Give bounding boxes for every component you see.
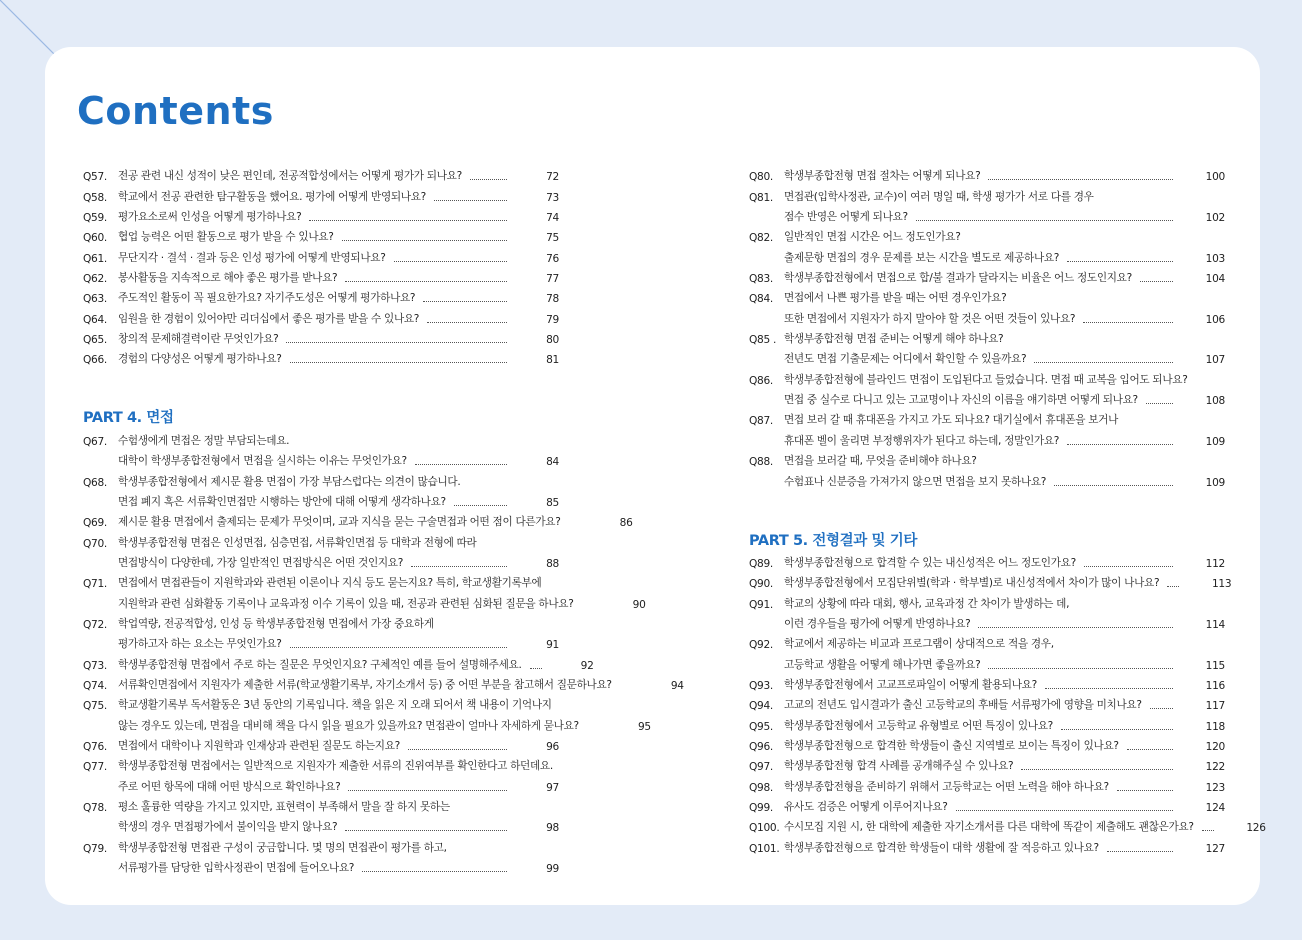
dot-leader <box>978 627 1173 628</box>
toc-entry-continuation[interactable] <box>83 855 559 875</box>
page-number: 81 <box>546 354 559 367</box>
dot-leader <box>530 668 542 669</box>
toc-entry-continuation[interactable] <box>749 387 1225 407</box>
question-number: Q87. <box>749 415 773 428</box>
dot-leader <box>411 566 507 567</box>
toc-entry-continuation[interactable] <box>749 305 1225 325</box>
dot-leader <box>1045 688 1173 689</box>
dot-leader <box>988 668 1173 669</box>
toc-column-right <box>749 163 1266 855</box>
question-text: 학교에서 제공하는 비교과 프로그램이 상대적으로 적을 경우, <box>784 638 1054 651</box>
dot-leader <box>290 647 507 648</box>
toc-entry-continuation[interactable] <box>749 427 1225 447</box>
page-number: 117 <box>1205 700 1225 713</box>
dot-leader <box>1034 362 1173 363</box>
page-number: 115 <box>1205 659 1225 672</box>
toc-entry[interactable] <box>749 550 1225 570</box>
page-number: 77 <box>546 273 559 286</box>
toc-entry-continuation[interactable] <box>749 346 1225 366</box>
toc-entry[interactable] <box>749 326 1225 346</box>
question-text: 일반적인 면접 시간은 어느 정도인가요? <box>784 231 961 244</box>
question-number: Q73. <box>83 659 107 672</box>
question-number: Q76. <box>83 740 107 753</box>
page-number: 73 <box>546 191 559 204</box>
toc-entry-continuation[interactable] <box>749 244 1225 264</box>
question-number: Q79. <box>83 842 107 855</box>
question-text: 경험의 다양성은 어떻게 평가하나요? <box>118 353 282 366</box>
dot-leader <box>408 749 507 750</box>
dot-leader <box>1083 322 1173 323</box>
question-text: 학업역량, 전공적합성, 인성 등 학생부종합전형 면접에서 가장 중요하게 <box>118 617 434 630</box>
toc-entry[interactable] <box>749 285 1225 305</box>
toc-entry-continuation[interactable] <box>749 611 1225 631</box>
page-number: 78 <box>546 293 559 306</box>
page-number: 108 <box>1205 395 1225 408</box>
question-number: Q78. <box>83 802 107 814</box>
question-text: 면접에서 나쁜 평가를 받을 때는 어떤 경우인가요? <box>784 292 1007 305</box>
toc-entry[interactable] <box>83 285 559 305</box>
toc-entry[interactable] <box>83 346 559 366</box>
question-text: 대학이 학생부종합전형에서 면접을 실시하는 이유는 무엇인가요? <box>118 455 407 468</box>
question-number: Q64. <box>83 313 107 326</box>
question-text: 학교의 상황에 따라 대회, 행사, 교육과정 간 차이가 발생하는 데, <box>784 597 1070 610</box>
page-number: 88 <box>546 557 559 570</box>
question-number: Q69. <box>83 517 107 530</box>
page-number: 74 <box>546 212 559 225</box>
dot-leader <box>348 790 507 791</box>
question-text: 학생부종합전형 합격 사례를 공개해주실 수 있나요? <box>784 760 1014 773</box>
question-text: 면접 보러 갈 때 휴대폰을 가지고 가도 되나요? 대기실에서 휴대폰을 보거나 <box>784 414 1119 427</box>
toc-entry-continuation[interactable] <box>83 448 559 468</box>
corner-decoration-line <box>0 0 60 60</box>
dot-leader <box>309 220 507 221</box>
question-text: 학생의 경우 면접평가에서 불이익을 받지 않나요? <box>118 821 338 834</box>
question-text: 면접에서 대학이나 지원학과 인재상과 관련된 질문도 하는지요? <box>118 739 400 752</box>
page-number: 96 <box>546 740 559 753</box>
question-text: 면접관(입학사정관, 교수)이 여러 명일 때, 학생 평가가 서로 다를 경우 <box>784 190 1094 203</box>
page-number: 102 <box>1205 212 1225 225</box>
page-number: 103 <box>1205 252 1225 265</box>
page-number: 92 <box>580 659 594 672</box>
toc-entry[interactable] <box>749 834 1225 854</box>
question-text: 임원을 한 경험이 있어야만 리더십에서 좋은 평가를 받을 수 있나요? <box>118 312 420 325</box>
page-number: 90 <box>632 598 646 611</box>
question-number: Q60. <box>83 232 107 245</box>
question-text: 학생부종합전형에서 모집단위별(학과 · 학부별)로 내신성적에서 차이가 많이 나나요? <box>784 577 1160 590</box>
question-text: 전공 관련 내신 성적이 낮은 편인데, 전공적합성에서는 어떻게 평가가 되나요? <box>118 170 462 183</box>
dot-leader <box>1117 790 1173 791</box>
question-text: 출제문항 면접의 경우 문제를 보는 시간을 별도로 제공하나요? <box>784 251 1060 264</box>
toc-entry[interactable] <box>749 733 1225 753</box>
question-text: 면접 중 실수로 다니고 있는 고교명이나 자신의 이름을 얘기하면 어떻게 되나요? <box>784 394 1138 407</box>
dot-leader <box>290 362 507 363</box>
page-number: 114 <box>1205 618 1225 631</box>
question-number: Q92. <box>749 639 773 652</box>
question-text: 수험표나 신분증을 가져가지 않으면 면접을 보지 못하나요? <box>784 475 1047 488</box>
question-text: 학교에서 전공 관련한 탐구활동을 했어요. 평가에 어떻게 반영되나요? <box>118 190 427 203</box>
toc-entry[interactable] <box>83 794 559 814</box>
question-number: Q101. <box>749 842 780 855</box>
page-number: 122 <box>1205 761 1225 774</box>
question-number: Q80. <box>749 171 773 184</box>
question-text: 무단지각 · 결석 · 결과 등은 인성 평가에 어떻게 반영되나요? <box>118 251 386 264</box>
toc-entry-continuation[interactable] <box>83 773 559 793</box>
page-number: 85 <box>546 496 559 509</box>
question-text: 점수 반영은 어떻게 되나요? <box>784 211 908 224</box>
dot-leader <box>342 240 507 241</box>
question-text: 면접 폐지 혹은 서류확인면접만 시행하는 방안에 대해 어떻게 생각하나요? <box>118 495 446 508</box>
question-number: Q93. <box>749 679 773 692</box>
page-number: 126 <box>1246 822 1266 835</box>
toc-entry[interactable] <box>83 570 559 590</box>
toc-entry[interactable] <box>83 163 559 183</box>
page-number: 86 <box>619 517 633 530</box>
dot-leader <box>1150 708 1173 709</box>
question-text: 주로 어떤 항목에 대해 어떤 방식으로 확인하나요? <box>118 780 341 793</box>
page-number: 112 <box>1205 557 1225 570</box>
question-text: 학생부종합전형 면접 절차는 어떻게 되나요? <box>784 170 981 183</box>
toc-entry[interactable] <box>749 794 1225 814</box>
question-text: 평소 훌륭한 역량을 가지고 있지만, 표현력이 부족해서 말을 잘 하지 못하는 <box>118 801 450 813</box>
question-text: 학생부종합전형에 블라인드 면접이 도입된다고 들었습니다. 면접 때 교복을 입어도 되나요? <box>784 373 1188 386</box>
toc-entry[interactable] <box>749 570 1232 591</box>
question-number: Q88. <box>749 456 773 469</box>
toc-entry[interactable] <box>83 651 594 672</box>
question-text: 학생부종합전형에서 면접으로 합/불 결과가 달라지는 비율은 어느 정도인지요? <box>784 272 1132 285</box>
question-text: 또한 면접에서 지원자가 하지 말아야 할 것은 어떤 것들이 있나요? <box>784 312 1076 325</box>
page-number: 123 <box>1205 781 1225 794</box>
question-number: Q68. <box>83 476 107 489</box>
question-number: Q65. <box>83 334 107 347</box>
toc-entry-continuation[interactable] <box>83 712 651 733</box>
question-text: 봉사활동을 지속적으로 해야 좋은 평가를 받나요? <box>118 272 338 285</box>
dot-leader <box>345 281 507 282</box>
question-text: 주도적인 활동이 꼭 필요한가요? 자기주도성은 어떻게 평가하나요? <box>118 292 416 305</box>
section-gap <box>83 366 559 386</box>
dot-leader <box>1054 485 1173 486</box>
question-number: Q95. <box>749 720 773 733</box>
question-number: Q71. <box>83 578 107 591</box>
toc-entry[interactable] <box>749 814 1266 835</box>
dot-leader <box>1067 444 1173 445</box>
toc-entry[interactable] <box>749 773 1225 793</box>
question-text: 면접에서 면접관들이 지원학과와 관련된 이론이나 지식 등도 묻는지요? 특히, 학교생활기록부에 <box>118 577 542 590</box>
toc-entry[interactable] <box>749 590 1225 610</box>
toc-entry[interactable] <box>83 183 559 203</box>
question-number: Q62. <box>83 273 107 286</box>
toc-entry[interactable] <box>83 204 559 224</box>
question-text: 고등학교 생활을 어떻게 해나가면 좋을까요? <box>784 658 981 671</box>
question-number: Q83. <box>749 273 773 286</box>
toc-entry[interactable] <box>83 224 559 244</box>
toc-entry[interactable] <box>83 305 559 325</box>
toc-entry[interactable] <box>749 224 1225 244</box>
toc-entry[interactable] <box>83 509 633 530</box>
question-text: 학생부종합전형 면접은 인성면접, 심층면접, 서류확인면접 등 대학과 전형에 따라 <box>118 536 477 549</box>
question-number: Q70. <box>83 537 107 550</box>
question-number: Q72. <box>83 618 107 631</box>
toc-entry-continuation[interactable] <box>749 651 1225 671</box>
question-text: 서류평가를 담당한 입학사정관이 면접에 들어오나요? <box>118 862 355 875</box>
toc-entry[interactable] <box>83 834 559 854</box>
question-text: 유사도 검증은 어떻게 이루어지나요? <box>784 801 948 813</box>
toc-entry[interactable] <box>83 326 559 346</box>
dot-leader <box>988 179 1173 180</box>
question-text: 제시문 활용 면접에서 출제되는 문제가 무엇이며, 교과 지식을 묻는 구술면접과 어떤 점이 다른가요? <box>118 516 561 529</box>
dot-leader <box>1140 281 1173 282</box>
question-number: Q91. <box>749 598 773 611</box>
toc-entry-continuation[interactable] <box>749 468 1225 488</box>
toc-entry[interactable] <box>83 265 559 285</box>
question-number: Q90. <box>749 578 773 591</box>
page-number: 106 <box>1205 313 1225 326</box>
section-gap <box>749 489 1225 509</box>
page-number: 113 <box>1211 578 1232 591</box>
question-text: 수시모집 지원 시, 한 대학에 제출한 자기소개서를 다른 대학에 똑같이 제출해도 괜찮은가요? <box>784 821 1194 834</box>
page-number: 91 <box>546 639 559 652</box>
dot-leader <box>345 830 507 831</box>
dot-leader <box>1146 403 1173 404</box>
toc-entry[interactable] <box>83 753 559 773</box>
question-number: Q85 . <box>749 334 777 347</box>
question-number: Q63. <box>83 293 107 306</box>
question-text: 학생부종합전형으로 합격한 학생들이 대학 생활에 잘 적응하고 있나요? <box>784 841 1099 854</box>
dot-leader <box>1202 830 1214 831</box>
question-number: Q84. <box>749 293 773 306</box>
question-number: Q86. <box>749 374 773 387</box>
dot-leader <box>362 871 507 872</box>
page-number: 116 <box>1205 679 1225 692</box>
toc-entry-continuation[interactable] <box>83 631 559 651</box>
part-heading: PART 5. 전형결과 및 기타 <box>749 532 917 549</box>
question-number: Q89. <box>749 557 773 570</box>
question-number: Q58. <box>83 191 107 204</box>
question-text: 서류확인면접에서 지원자가 제출한 서류(학교생활기록부, 자기소개서 등) 중 어떤 부분을 참고해서 질문하나요? <box>118 678 612 691</box>
dot-leader <box>1084 566 1173 567</box>
page-number: 76 <box>546 252 559 265</box>
toc-entry[interactable] <box>749 163 1225 183</box>
question-text: 이런 경우들을 평가에 어떻게 반영하나요? <box>784 617 971 630</box>
page-number: 118 <box>1205 720 1225 733</box>
question-text: 학생부종합전형에서 고등학교 유형별로 어떤 특징이 있나요? <box>784 719 1053 732</box>
question-text: 학생부종합전형 면접 준비는 어떻게 해야 하나요? <box>784 333 1004 346</box>
question-text: 학생부종합전형 면접에서는 일반적으로 지원자가 제출한 서류의 진위여부를 확인한다고 하던데요. <box>118 760 553 773</box>
dot-leader <box>1021 769 1173 770</box>
toc-entry[interactable] <box>749 712 1225 732</box>
question-number: Q75. <box>83 700 107 713</box>
question-number: Q77. <box>83 761 107 774</box>
question-number: Q57. <box>83 171 107 184</box>
page-title: Contents <box>77 89 274 133</box>
toc-entry-continuation[interactable] <box>83 489 559 509</box>
toc-entry[interactable] <box>749 631 1225 651</box>
page-number: 124 <box>1205 802 1225 814</box>
page-number: 100 <box>1205 171 1225 184</box>
question-text: 학교생활기록부 독서활동은 3년 동안의 기록입니다. 책을 읽은 지 오래 되어서 책 내용이 기억나지 <box>118 699 552 712</box>
dot-leader <box>1107 851 1173 852</box>
question-number: Q100. <box>749 822 780 835</box>
question-text: 협업 능력은 어떤 활동으로 평가 받을 수 있나요? <box>118 231 334 244</box>
toc-entry-continuation[interactable] <box>749 204 1225 224</box>
question-number: Q98. <box>749 781 773 794</box>
question-number: Q96. <box>749 740 773 753</box>
question-text: 지원학과 관련 심화활동 기록이나 교육과정 이수 기록이 있을 때, 전공과 관련된 심화된 질문을 하나요? <box>118 597 574 610</box>
toc-entry[interactable] <box>749 366 1225 386</box>
question-text: 휴대폰 벨이 울리면 부정행위자가 된다고 하는데, 정말인가요? <box>784 434 1060 447</box>
toc-entry[interactable] <box>83 611 559 631</box>
question-text: 학생부종합전형에서 제시문 활용 면접이 가장 부담스럽다는 의견이 많습니다. <box>118 475 461 488</box>
toc-entry[interactable] <box>83 733 559 753</box>
question-number: Q61. <box>83 252 107 265</box>
page-number: 98 <box>546 822 559 835</box>
dot-leader <box>454 505 507 506</box>
page-number: 127 <box>1205 842 1225 855</box>
question-text: 학생부종합전형을 준비하기 위해서 고등학교는 어떤 노력을 해야 하나요? <box>784 780 1109 793</box>
question-number: Q82. <box>749 232 773 245</box>
question-text: 학생부종합전형 면접에서 주로 하는 질문은 무엇인지요? 구체적인 예를 들어 설명해주세요. <box>118 658 522 671</box>
toc-column-left <box>83 163 684 876</box>
dot-leader <box>470 179 507 180</box>
page-number: 109 <box>1205 435 1225 448</box>
question-number: Q67. <box>83 435 107 448</box>
page-number: 75 <box>546 232 559 245</box>
dot-leader <box>394 261 507 262</box>
page-number: 104 <box>1205 273 1225 286</box>
dot-leader <box>423 301 507 302</box>
toc-entry[interactable] <box>749 183 1225 203</box>
toc-entry[interactable] <box>83 427 559 447</box>
page-number: 107 <box>1205 354 1225 367</box>
question-number: Q97. <box>749 761 773 774</box>
toc-entry[interactable] <box>749 692 1225 712</box>
dot-leader <box>916 220 1173 221</box>
question-number: Q81. <box>749 191 773 204</box>
toc-entry[interactable] <box>749 407 1225 427</box>
dot-leader <box>956 810 1173 811</box>
page-number: 94 <box>670 679 684 692</box>
question-text: 면접을 보러갈 때, 무엇을 준비해야 하나요? <box>784 455 977 468</box>
dot-leader <box>286 342 507 343</box>
page-number: 97 <box>546 781 559 794</box>
question-text: 전년도 면접 기출문제는 어디에서 확인할 수 있을까요? <box>784 353 1027 366</box>
toc-entry[interactable] <box>83 672 684 692</box>
question-text: 않는 경우도 있는데, 면접을 대비해 책을 다시 읽을 필요가 있을까요? 면접관이 얼마나 자세하게 묻나요? <box>118 719 579 732</box>
question-text: 학생부종합전형 면접관 구성이 궁금합니다. 몇 명의 면접관이 평가를 하고, <box>118 841 447 854</box>
dot-leader <box>1067 261 1173 262</box>
toc-entry[interactable] <box>749 265 1225 285</box>
toc-entry[interactable] <box>749 753 1225 773</box>
question-number: Q59. <box>83 212 107 225</box>
page-number: 99 <box>546 863 559 876</box>
question-number: Q94. <box>749 700 773 713</box>
dot-leader <box>1167 586 1179 587</box>
page-number: 79 <box>546 313 559 326</box>
question-text: 평가하고자 하는 요소는 무엇인가요? <box>118 638 282 651</box>
question-text: 평가요소로써 인성을 어떻게 평가하나요? <box>118 211 302 224</box>
page-number: 72 <box>546 171 559 184</box>
question-text: 수험생에게 면접은 정말 부담되는데요. <box>118 434 290 447</box>
question-text: 학생부종합전형으로 합격할 수 있는 내신성적은 어느 정도인가요? <box>784 556 1076 569</box>
toc-entry-continuation[interactable] <box>83 814 559 834</box>
toc-entry[interactable] <box>749 448 1225 468</box>
page-number: 109 <box>1205 476 1225 489</box>
toc-entry-continuation[interactable] <box>83 550 559 570</box>
question-text: 학생부종합전형으로 합격한 학생들이 출신 지역별로 보이는 특징이 있나요? <box>784 739 1119 752</box>
question-number: Q99. <box>749 802 773 814</box>
page-number: 95 <box>637 720 651 733</box>
toc-entry[interactable] <box>83 468 559 488</box>
toc-entry[interactable] <box>83 692 559 712</box>
toc-entry[interactable] <box>83 529 559 549</box>
page-number: 80 <box>546 334 559 347</box>
question-number: Q66. <box>83 354 107 367</box>
dot-leader <box>1061 729 1173 730</box>
page-number: 84 <box>546 456 559 469</box>
dot-leader <box>427 322 507 323</box>
question-text: 고교의 전년도 입시결과가 출신 고등학교의 후배들 서류평가에 영향을 미치나요? <box>784 699 1142 712</box>
dot-leader <box>415 464 507 465</box>
dot-leader <box>434 200 507 201</box>
question-number: Q74. <box>83 679 107 692</box>
toc-entry-continuation[interactable] <box>83 590 646 611</box>
question-text: 면접방식이 다양한데, 가장 일반적인 면접방식은 어떤 것인지요? <box>118 556 404 569</box>
contents-card <box>45 47 1266 905</box>
part-heading: PART 4. 면접 <box>83 410 174 427</box>
question-text: 창의적 문제해결력이란 무엇인가요? <box>118 333 279 346</box>
page-number: 120 <box>1205 740 1225 753</box>
question-text: 학생부종합전형에서 고교프로파일이 어떻게 활용되나요? <box>784 678 1037 691</box>
toc-entry[interactable] <box>749 672 1225 692</box>
dot-leader <box>1127 749 1173 750</box>
toc-entry[interactable] <box>83 244 559 264</box>
